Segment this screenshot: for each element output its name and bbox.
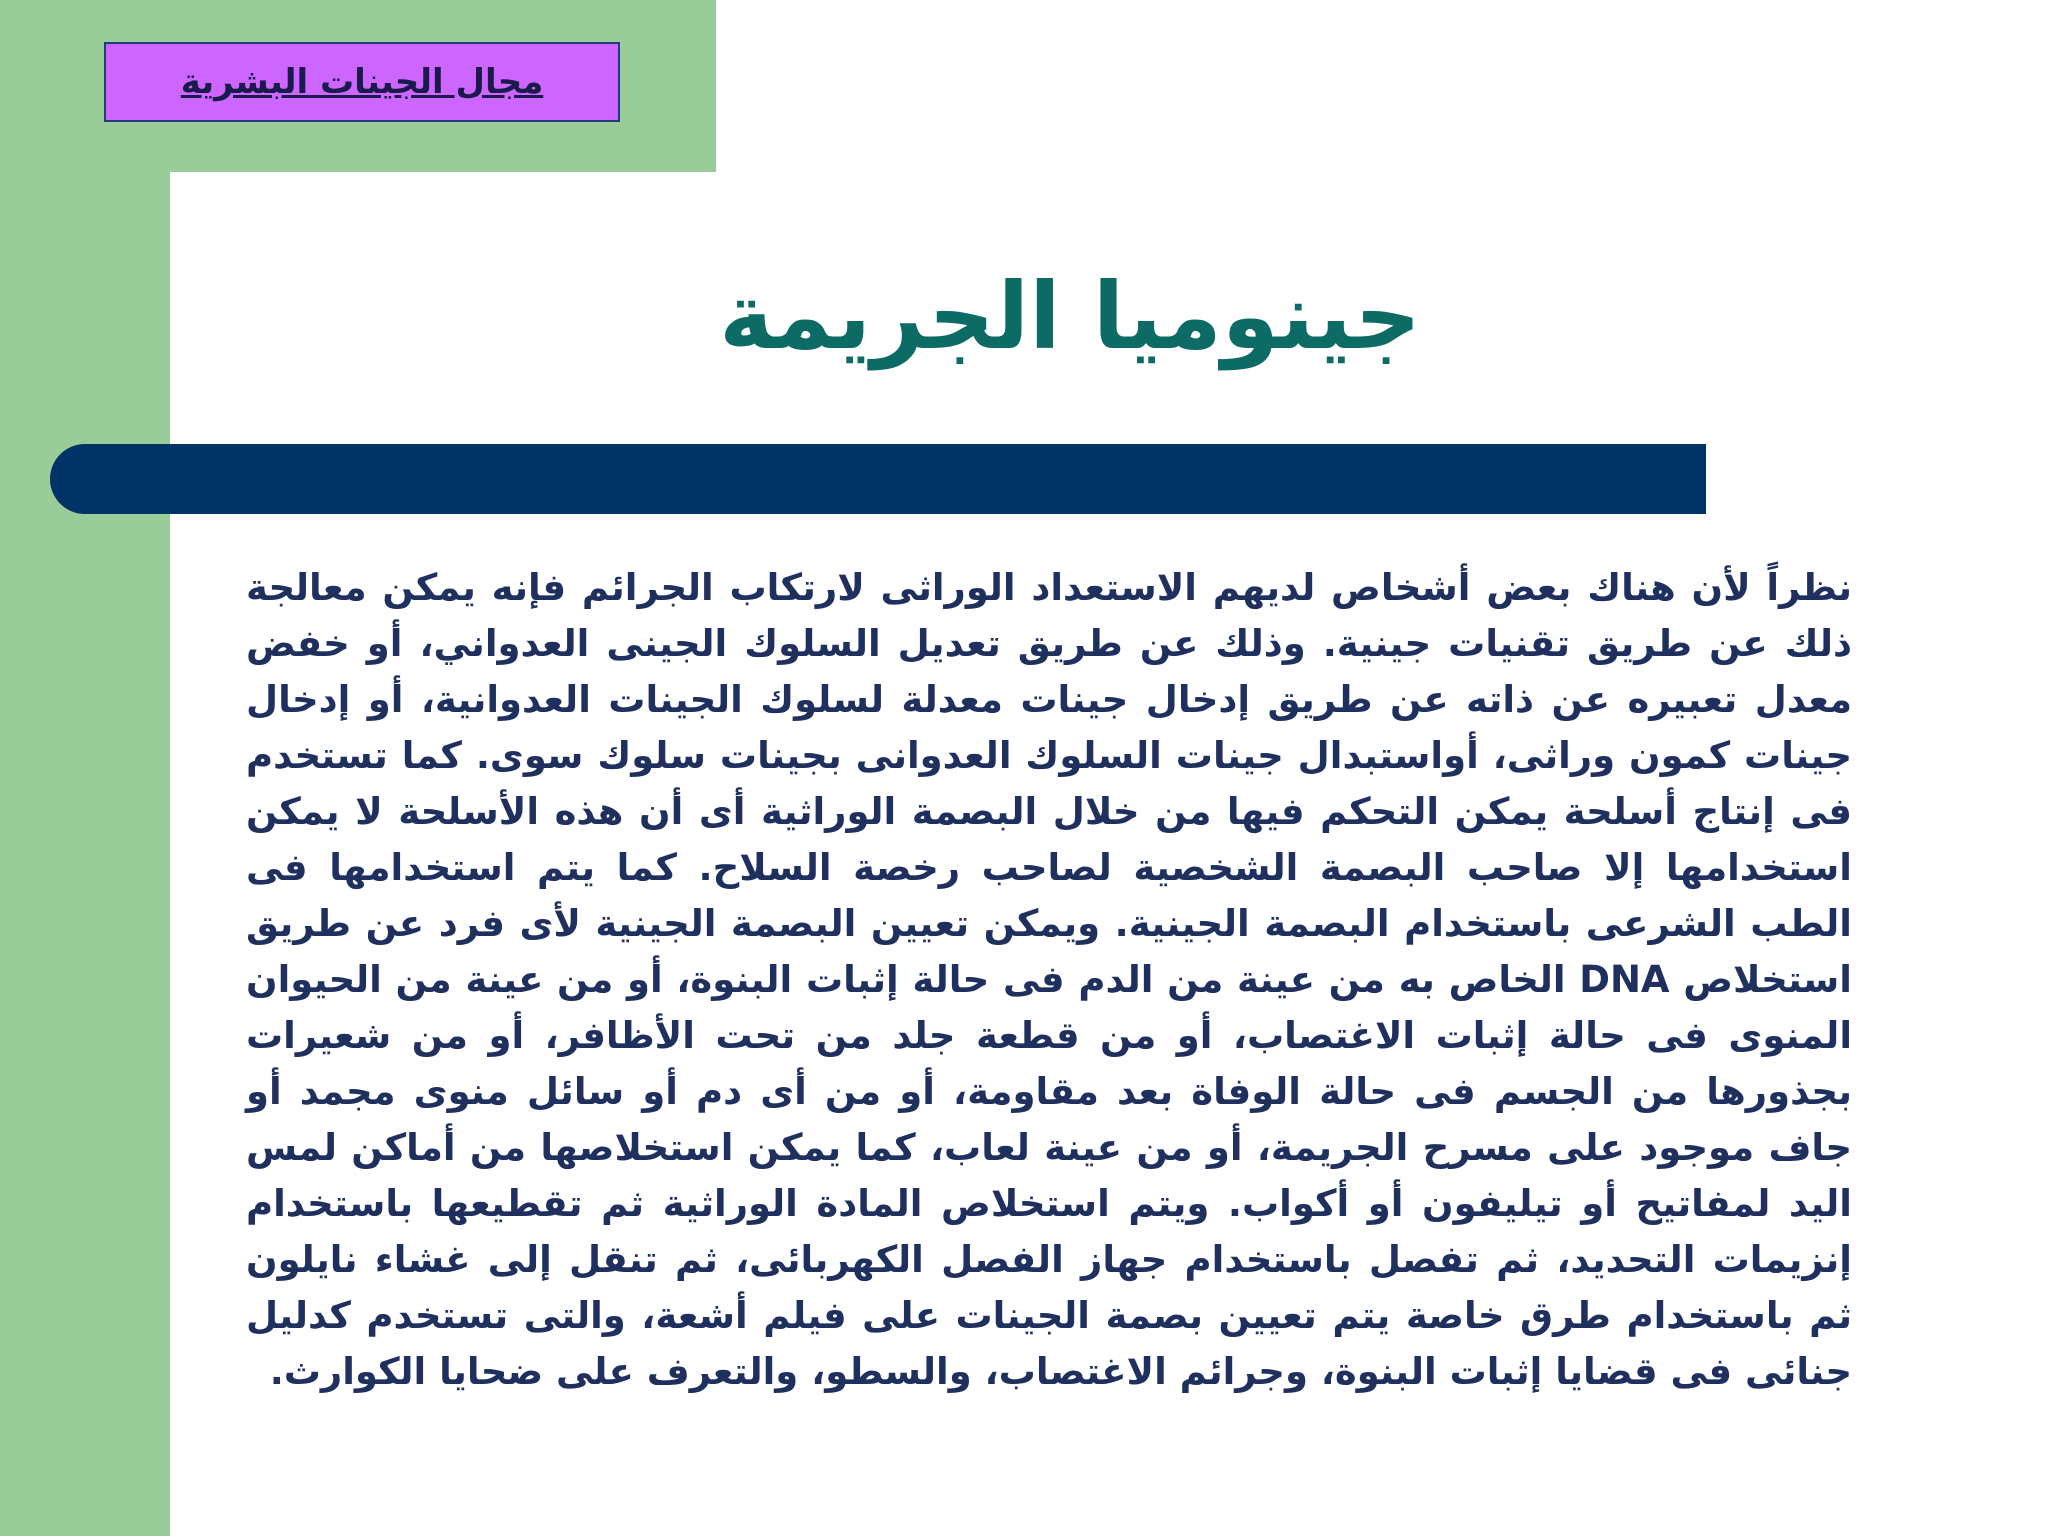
content-corner	[170, 172, 290, 292]
slide-body-text: نظراً لأن هناك بعض أشخاص لديهم الاستعداد الوراثى لارتكاب الجرائم فإنه يمكن معالجة ذلك عن طريق تقنيات جينية. وذلك عن طريق تعديل السلوك الجينى العدواني، أو خفض معدل تعبيره عن ذاته عن طريق إدخال جينات معدلة لسلوك الجينات العدوانية، أو إدخال جينات كمون وراثى، أواستبدال جينات السلوك العدوانى بجينات سلوك سوى. كما تستخدم فى إنتاج أسلحة يمكن التحكم فيها من خلال البصمة الوراثية أى أن هذه الأسلحة لا يمكن استخدامها إلا صاحب البصمة الشخصية لصاحب رخصة السلاح. كما يتم استخدامها فى الطب الشرعى باستخدام البصمة الجينية. ويمكن تعيين البصمة الجينية لأى فرد عن طريق استخلاص DNA الخاص به من عينة من الدم فى حالة إثبات البنوة، أو من عينة من الحيوان المنوى فى حالة إثبات الاغتصاب، أو من قطعة جلد من تحت الأظافر، أو من شعيرات بجذورها من الجسم فى حالة الوفاة بعد مقاومة، أو من أى دم أو سائل منوى مجمد أو جاف موجود على مسرح الجريمة، أو من عينة لعاب، كما يمكن استخلاصها من أماكن لمس اليد لمفاتيح أو تيليفون أو أكواب. ويتم استخلاص المادة الوراثية ثم تقطيعها باستخدام إنزيمات التحديد، ثم تفصل باستخدام جهاز الفصل الكهربائى، ثم تنقل إلى غشاء نايلون ثم باستخدام طرق خاصة يتم تعيين بصمة الجينات على فيلم أشعة، والتى تستخدم كدليل جنائى فى قضايا إثبات البنوة، وجرائم الاغتصاب، والسطو، والتعرف على ضحايا الكوارث.	[246, 566, 1852, 1393]
title-divider-bar	[50, 444, 1706, 514]
section-tag	[104, 42, 620, 122]
section-tag-label: مجال الجينات البشرية	[180, 62, 544, 102]
slide-title: جينوميا الجريمة	[719, 263, 1421, 370]
green-left-panel	[0, 0, 170, 1536]
